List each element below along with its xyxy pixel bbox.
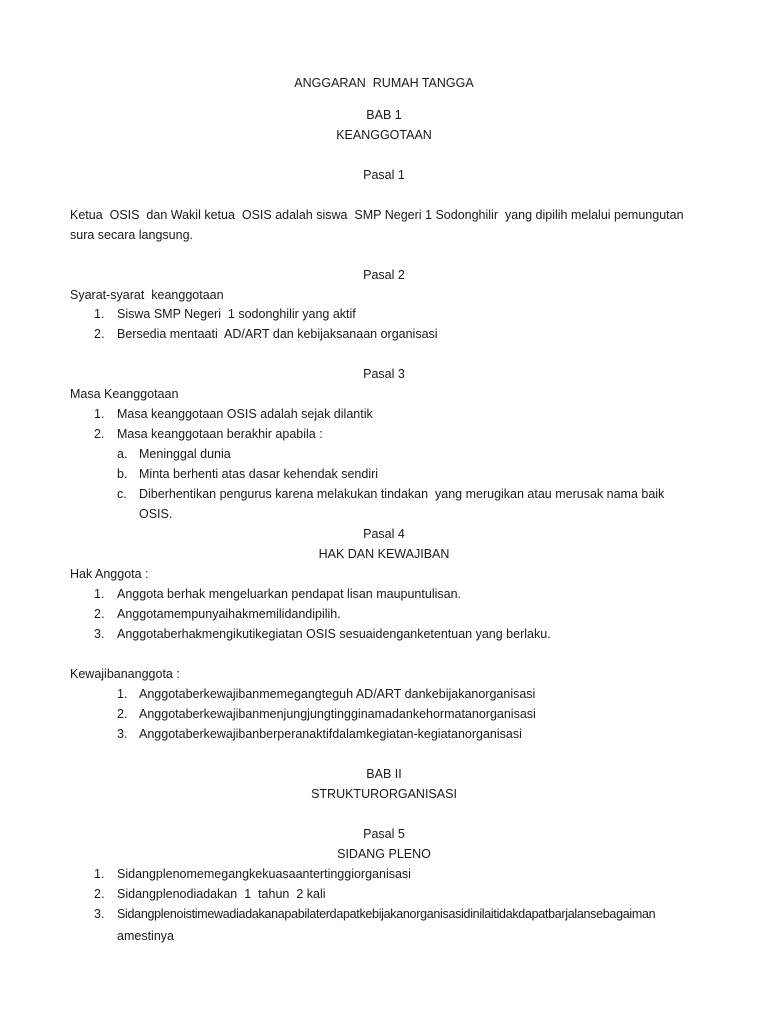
list-item-number: 3.: [94, 627, 105, 641]
pasal2-heading: Pasal 2: [363, 268, 405, 282]
list-item: Anggotaberkewajibanmenjungjungtingginamadankehormatanorganisasi: [139, 707, 536, 721]
list-item-number: 3.: [94, 907, 105, 921]
list-item: Anggotaberhakmengikutikegiatan OSIS sesuaidenganketentuan yang berlaku.: [117, 627, 551, 641]
pasal4-heading: Pasal 4: [363, 527, 405, 541]
bab1-subheading: KEANGGOTAAN: [336, 128, 432, 142]
bab1-heading: BAB 1: [366, 108, 402, 122]
kewajiban-intro: Kewajibananggota :: [70, 667, 180, 681]
list-item-number: 2.: [94, 887, 105, 901]
list-item-number: 2.: [117, 707, 128, 721]
list-item: Siswa SMP Negeri 1 sodonghilir yang aktif: [117, 307, 356, 321]
list-item: Sidangplenoistimewadiadakanapabilaterdapatkebijakanorganisasidinilaitidakdapatbarjalansebagaiman: [117, 907, 656, 921]
list-item-number: 1.: [94, 867, 105, 881]
list-item-number: 1.: [117, 687, 128, 701]
list-item: Anggotamempunyaihakmemilidandipilih.: [117, 607, 341, 621]
list-item: Bersedia mentaati AD/ART dan kebijaksanaan organisasi: [117, 327, 438, 341]
pasal3-intro: Masa Keanggotaan: [70, 387, 179, 401]
sub-item-letter: b.: [117, 467, 128, 481]
list-item-continuation: amestinya: [117, 929, 174, 943]
list-item: Anggotaberkewajibanberperanaktifdalamkegiatan-kegiatanorganisasi: [139, 727, 522, 741]
list-item-number: 2.: [94, 327, 105, 341]
list-item-number: 1.: [94, 407, 105, 421]
list-item: Masa keanggotaan OSIS adalah sejak dilantik: [117, 407, 373, 421]
pasal2-intro: Syarat-syarat keanggotaan: [70, 288, 224, 302]
hak-intro: Hak Anggota :: [70, 567, 149, 581]
pasal1-text-line1: Ketua OSIS dan Wakil ketua OSIS adalah siswa SMP Negeri 1 Sodonghilir yang dipilih melalui pemungutan: [70, 208, 684, 222]
pasal4-subheading: HAK DAN KEWAJIBAN: [318, 547, 450, 561]
pasal5-heading: Pasal 5: [363, 827, 405, 841]
list-item: Sidangplenodiadakan 1 tahun 2 kali: [117, 887, 326, 901]
sub-item: Minta berhenti atas dasar kehendak sendiri: [139, 467, 379, 481]
list-item-number: 3.: [117, 727, 128, 741]
pasal1-text-line2: sura secara langsung.: [70, 228, 193, 242]
sub-item-continuation: OSIS.: [139, 507, 173, 521]
list-item-number: 2.: [94, 607, 105, 621]
pasal1-heading: Pasal 1: [363, 168, 405, 182]
document-title: ANGGARAN RUMAH TANGGA: [294, 76, 474, 90]
list-item: Sidangplenomemegangkekuasaantertinggiorganisasi: [117, 867, 411, 881]
list-item: Anggota berhak mengeluarkan pendapat lisan maupuntulisan.: [117, 587, 461, 601]
sub-item-letter: c.: [117, 487, 127, 501]
list-item: Masa keanggotaan berakhir apabila :: [117, 427, 323, 441]
sub-item-letter: a.: [117, 447, 128, 461]
sub-item: Meninggal dunia: [139, 447, 231, 461]
bab2-subheading: STRUKTURORGANISASI: [311, 787, 457, 801]
list-item: Anggotaberkewajibanmemegangteguh AD/ART dankebijakanorganisasi: [139, 687, 536, 701]
list-item-number: 1.: [94, 307, 105, 321]
list-item-number: 2.: [94, 427, 105, 441]
pasal5-subheading: SIDANG PLENO: [337, 847, 431, 861]
sub-item: Diberhentikan pengurus karena melakukan tindakan yang merugikan atau merusak nama baik: [139, 487, 665, 501]
bab2-heading: BAB II: [366, 767, 402, 781]
list-item-number: 1.: [94, 587, 105, 601]
pasal3-heading: Pasal 3: [363, 367, 405, 381]
